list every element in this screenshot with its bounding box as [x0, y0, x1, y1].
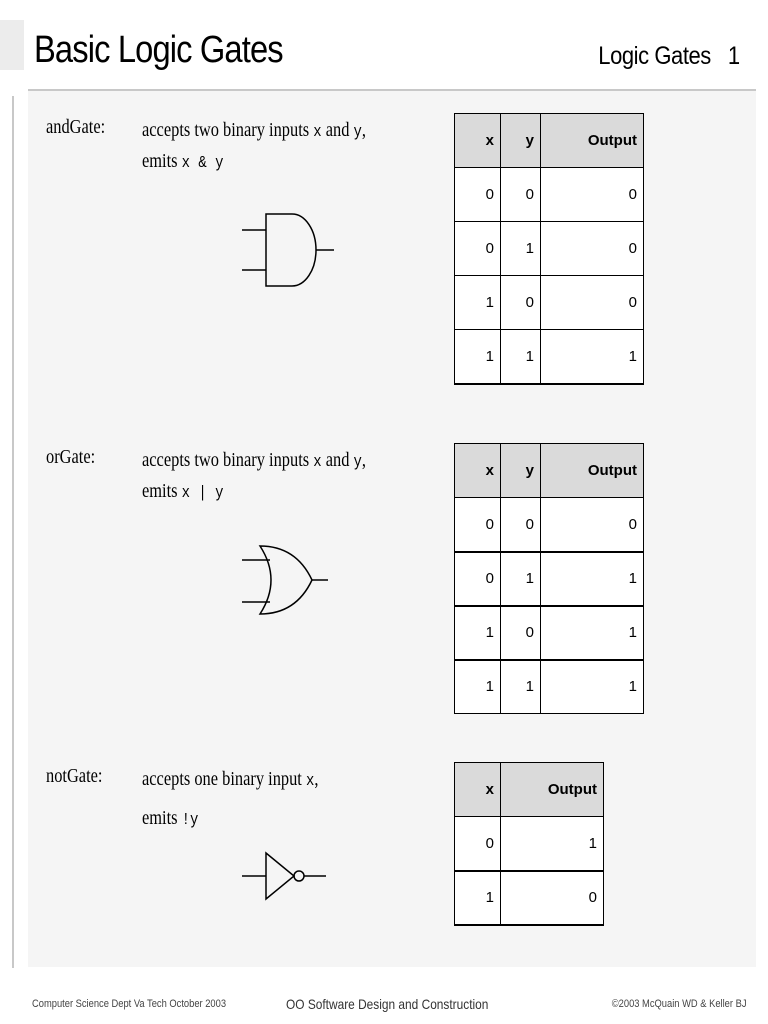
or-gate-name: orGate: — [46, 446, 96, 468]
table-cell: 1 — [501, 222, 541, 276]
table-cell: 1 — [455, 330, 501, 384]
table-cell: 0 — [455, 168, 501, 222]
column-header: x — [455, 114, 501, 168]
table-row — [455, 606, 644, 660]
table-row — [455, 817, 604, 871]
column-header: y — [501, 444, 541, 498]
table-cell: 1 — [455, 660, 501, 714]
page-title: Basic Logic Gates — [34, 29, 283, 71]
table-row — [455, 168, 644, 222]
content-panel — [28, 91, 756, 967]
not-gate-desc-line1: accepts one binary input x, — [142, 768, 319, 791]
table-cell: 0 — [541, 498, 644, 552]
or-gate-desc-line2: emits x | y — [142, 480, 224, 503]
or-truth-table — [454, 443, 644, 714]
table-cell: 1 — [501, 660, 541, 714]
table-cell: 0 — [501, 498, 541, 552]
not-gate-symbol-icon — [240, 850, 330, 902]
and-gate-symbol-icon — [240, 210, 336, 290]
section-header — [599, 40, 740, 72]
table-cell: 1 — [501, 330, 541, 384]
and-gate-description — [142, 116, 366, 178]
table-cell: 1 — [455, 276, 501, 330]
table-cell: 1 — [501, 552, 541, 606]
or-gate-symbol-icon — [240, 542, 330, 618]
not-gate-name: notGate: — [46, 765, 103, 787]
or-gate-desc-line1: accepts two binary inputs x and y, — [142, 449, 366, 472]
table-cell: 0 — [501, 606, 541, 660]
table-row — [455, 871, 604, 925]
page-number: 1 — [728, 42, 740, 70]
and-truth-table — [454, 113, 644, 385]
table-cell: 0 — [501, 276, 541, 330]
not-gate-desc-line2: emits !y — [142, 807, 199, 830]
footer-right: ©2003 McQuain WD & Keller BJ — [611, 998, 746, 1010]
table-cell: 0 — [501, 168, 541, 222]
table-cell: 0 — [455, 498, 501, 552]
left-rule — [12, 96, 14, 968]
table-cell: 1 — [541, 552, 644, 606]
table-cell: 0 — [541, 168, 644, 222]
section-title: Logic Gates — [598, 42, 712, 70]
table-cell: 1 — [541, 660, 644, 714]
column-header: Output — [501, 763, 604, 817]
table-cell: 1 — [541, 606, 644, 660]
table-cell: 1 — [501, 817, 604, 871]
table-cell: 0 — [541, 276, 644, 330]
table-cell: 0 — [541, 222, 644, 276]
table-row — [455, 552, 644, 606]
and-gate-desc-line1: accepts two binary inputs x and y, — [142, 119, 366, 142]
and-gate-desc-line2: emits x & y — [142, 150, 224, 173]
column-header: x — [455, 444, 501, 498]
column-header: Output — [541, 444, 644, 498]
table-cell: 0 — [455, 222, 501, 276]
not-truth-table — [454, 762, 604, 926]
table-cell: 0 — [501, 871, 604, 925]
and-gate-name: andGate: — [46, 116, 106, 138]
footer-left: Computer Science Dept Va Tech October 2003 — [32, 998, 227, 1010]
column-header: x — [455, 763, 501, 817]
table-header-row — [455, 763, 604, 817]
table-header-row — [455, 444, 644, 498]
table-cell: 0 — [455, 552, 501, 606]
table-cell: 0 — [455, 817, 501, 871]
or-gate-description — [142, 446, 366, 508]
table-cell: 1 — [455, 606, 501, 660]
table-row — [455, 660, 644, 714]
footer-center: OO Software Design and Construction — [286, 996, 489, 1012]
table-row — [455, 330, 644, 384]
table-row — [455, 276, 644, 330]
table-cell: 1 — [541, 330, 644, 384]
table-row — [455, 222, 644, 276]
table-cell: 1 — [455, 871, 501, 925]
table-row — [455, 498, 644, 552]
column-header: Output — [541, 114, 644, 168]
column-header: y — [501, 114, 541, 168]
corner-decoration — [0, 20, 24, 70]
table-header-row — [455, 114, 644, 168]
not-gate-description — [142, 765, 318, 835]
